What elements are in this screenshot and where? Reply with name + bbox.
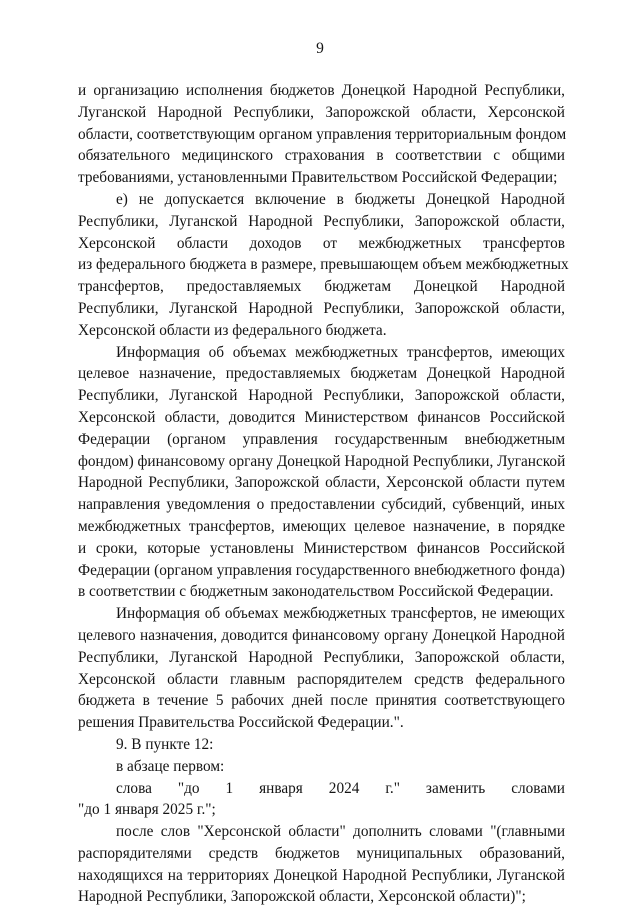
text-line: Информация об объемах межбюджетных трансфертов, имеющих — [116, 343, 565, 361]
text-line: Республики, Луганской Народной Республики, Запорожской области, — [78, 299, 565, 317]
paragraph — [78, 756, 565, 778]
text-line: решения Правительства Российской Федерации.". — [78, 714, 404, 732]
text-line: Республики, Луганской Народной Республики, Запорожской области, — [78, 387, 565, 405]
paragraph — [78, 778, 565, 822]
paragraph — [78, 821, 565, 908]
text-line: Народной Республики, Запорожской области, Херсонской области)"; — [78, 888, 526, 906]
text-line: целевого назначения, доводится финансовому органу Донецкой Народной — [78, 626, 565, 644]
text-line: находящихся на территориях Донецкой Народной Республики, Луганской — [78, 866, 565, 884]
text-line: и организацию исполнения бюджетов Донецкой Народной Республики, — [78, 82, 565, 99]
text-line: Республики, Луганской Народной Республики, Запорожской области, — [78, 212, 565, 230]
text-line: Херсонской области, доводится Министерством финансов Российской — [78, 408, 565, 426]
text-line: в соответствии с бюджетным законодательством Российской Федерации. — [78, 583, 554, 601]
text-line: целевое назначение, предоставляемых бюджетам Донецкой Народной — [78, 365, 565, 383]
text-line: и сроки, которые установлены Министерством финансов Российской — [78, 539, 565, 557]
text-line: из федерального бюджета в размере, превышающем объем межбюджетных — [78, 256, 569, 274]
text-line: обязательного медицинского страхования в соответствии с общими — [78, 147, 565, 165]
paragraph — [78, 80, 565, 189]
text-line: Херсонской области доходов от межбюджетных трансфертов — [78, 234, 565, 252]
text-line: области, соответствующим органом управления территориальным фондом — [78, 125, 567, 143]
text-line: Республики, Луганской Народной Республики, Запорожской области, — [78, 648, 565, 666]
text-line: "до 1 января 2025 г."; — [78, 801, 216, 819]
text-line: в абзаце первом: — [116, 757, 225, 775]
text-line: межбюджетных трансфертов, имеющих целевое назначение, в порядке — [78, 517, 565, 535]
text-line: слова "до 1 января 2024 г." заменить словами — [116, 779, 565, 797]
text-line: Херсонской области из федерального бюджета. — [78, 321, 387, 339]
text-line: Федерации (органом управления государственного внебюджетного фонда) — [78, 561, 565, 579]
text-line: бюджета в течение 5 рабочих дней после принятия соответствующего — [78, 692, 565, 710]
text-line: е) не допускается включение в бюджеты Донецкой Народной — [116, 190, 565, 208]
text-line: 9. В пункте 12: — [116, 735, 214, 753]
text-line: Народной Республики, Запорожской области, Херсонской области путем — [78, 474, 565, 492]
page-number: 9 — [316, 40, 324, 57]
text-line: Луганской Народной Республики, Запорожской области, Херсонской — [78, 103, 565, 121]
text-line: фондом) финансовому органу Донецкой Народной Республики, Луганской — [78, 452, 566, 470]
text-line: Херсонской области главным распорядителем средств федерального — [78, 670, 565, 688]
paragraph — [78, 342, 565, 604]
text-line: распорядителями средств бюджетов муниципальных образований, — [78, 844, 565, 862]
text-line: направления уведомления о предоставлении субсидий, субвенций, иных — [78, 496, 565, 514]
text-line: требованиями, установленными Правительством Российской Федерации; — [78, 169, 558, 187]
paragraph — [78, 734, 565, 756]
text-line: трансфертов, предоставляемых бюджетам Донецкой Народной — [78, 278, 565, 296]
document-body — [78, 80, 569, 908]
text-line: Информация об объемах межбюджетных трансфертов, не имеющих — [116, 605, 565, 623]
paragraph — [78, 603, 565, 734]
paragraph — [78, 189, 569, 342]
text-line: Федерации (органом управления государственным внебюджетным — [78, 430, 565, 448]
text-line: после слов "Херсонской области" дополнить словами "(главными — [116, 823, 565, 841]
